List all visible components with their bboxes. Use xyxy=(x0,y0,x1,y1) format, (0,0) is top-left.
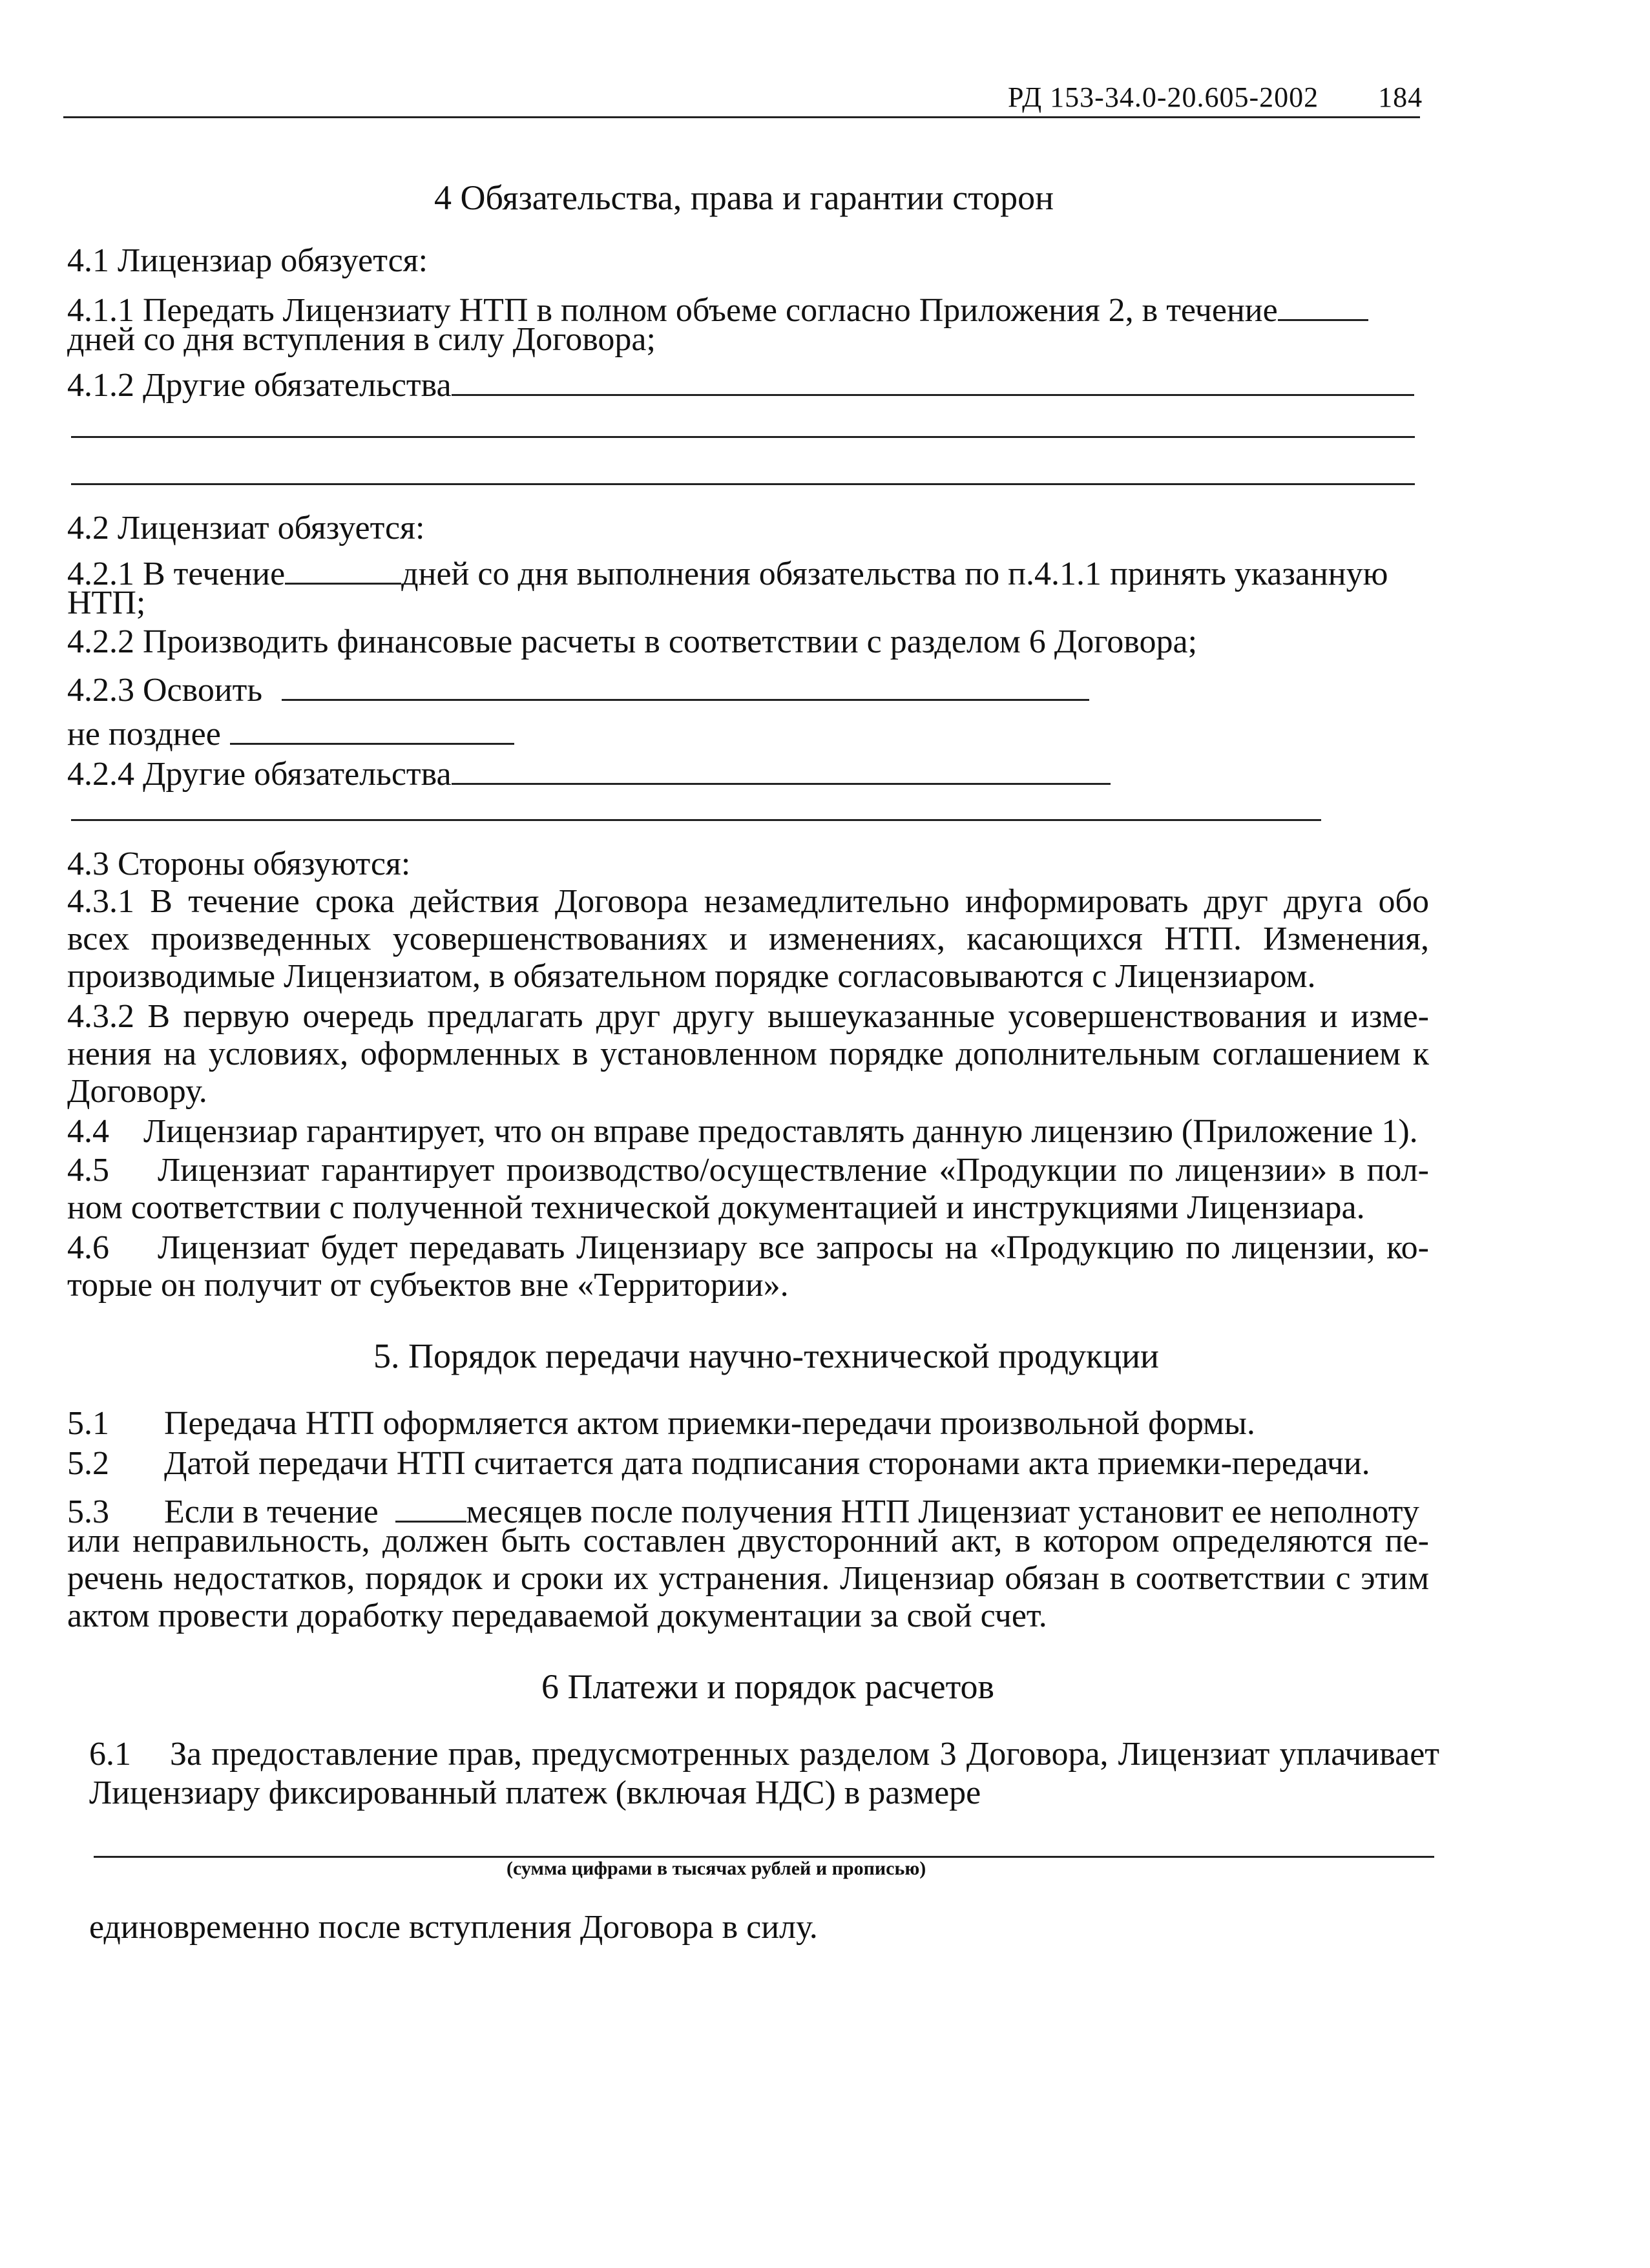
clause-4-2: 4.2 Лицензиат обязуется: xyxy=(67,510,425,546)
clause-number: 4.4 xyxy=(67,1113,109,1150)
clause-4-3-2-line2: нения на условиях, оформленных в установленном порядке дополнительным соглашением к xyxy=(67,1035,1429,1072)
blank-months-field[interactable] xyxy=(395,1487,466,1523)
header-rule xyxy=(63,116,1420,118)
clause-5-3-line3: речень недостатков, порядок и сроки их устранения. Лицензиар обязан в соответствии с этим xyxy=(67,1560,1429,1597)
section-6-title: 6 Платежи и порядок расчетов xyxy=(541,1667,994,1706)
clause-4-1-2 xyxy=(67,360,1414,402)
clause-4-1-1-text: 4.1.1 Передать Лицензиату НТП в полном объеме согласно Приложения 2, в течение xyxy=(67,292,1278,329)
amount-caption: (сумма цифрами в тысячах рублей и прописью) xyxy=(506,1858,926,1879)
clause-4-5-line1 xyxy=(67,1154,1429,1187)
clause-4-2-4-text: 4.2.4 Другие обязательства xyxy=(67,756,452,793)
clause-5-2-text: Датой передачи НТП считается дата подписания сторонами акта приемки-передачи. xyxy=(164,1445,1370,1482)
doc-code: РД 153-34.0-20.605-2002 xyxy=(1008,81,1319,113)
clause-number: 5.3 xyxy=(67,1493,109,1530)
fill-line[interactable] xyxy=(71,819,1321,821)
clause-4-2-1-pre: 4.2.1 В течение xyxy=(67,556,286,592)
clause-6-1-line1 xyxy=(89,1738,1439,1771)
clause-4-5-text: Лицензиат гарантирует производство/осуществление «Продукции по лицензии» в пол- xyxy=(158,1152,1429,1189)
clause-5-3-line4: актом провести доработку передаваемой документации за свой счет. xyxy=(67,1597,1047,1634)
clause-4-3-1-line2: всех произведенных усовершенствованиях и изменениях, касающихся НТП. Изменения, xyxy=(67,921,1429,957)
fill-line[interactable] xyxy=(71,436,1415,438)
blank-days-field[interactable] xyxy=(1278,286,1368,321)
clause-number: 5.2 xyxy=(67,1445,109,1482)
clause-4-2-3 xyxy=(67,665,1089,707)
clause-6-1-line3: единовременно после вступления Договора в силу. xyxy=(89,1909,818,1946)
clause-5-2 xyxy=(67,1447,1370,1481)
fill-line[interactable] xyxy=(71,483,1415,485)
clause-4-3-1-line1: 4.3.1 В течение срока действия Договора незамедлительно информировать друг друга обо xyxy=(67,883,1429,920)
clause-number: 4.6 xyxy=(67,1229,109,1266)
clause-4-6-text: Лицензиат будет передавать Лицензиару все запросы на «Продукцию по лицензии, ко- xyxy=(158,1229,1429,1266)
section-5-title: 5. Порядок передачи научно-технической продукции xyxy=(373,1337,1159,1375)
clause-4-2-3-deadline xyxy=(67,709,514,751)
other-obligations-field[interactable] xyxy=(452,360,1414,396)
clause-number: 5.1 xyxy=(67,1405,109,1442)
clause-4-3: 4.3 Стороны обязуются: xyxy=(67,846,411,882)
section-4-title: 4 Обязательства, права и гарантии сторон xyxy=(434,178,1054,217)
blank-days-field[interactable] xyxy=(285,549,401,585)
clause-6-1-line2: Лицензиару фиксированный платеж (включая НДС) в размере xyxy=(89,1774,981,1811)
page-header xyxy=(1008,81,1423,114)
clause-4-6-line2: торые он получит от субъектов вне «Территории». xyxy=(67,1267,789,1304)
clause-6-1-text: За предоставление прав, предусмотренных разделом 3 Договора, Лицензиат уплачивает xyxy=(170,1736,1439,1773)
clause-4-4 xyxy=(67,1115,1418,1149)
clause-4-2-4 xyxy=(67,749,1111,791)
clause-4-3-1-line3: производимые Лицензиатом, в обязательном порядке согласовываются с Лицензиаром. xyxy=(67,958,1316,995)
other-obligations-field[interactable] xyxy=(452,749,1111,785)
clause-5-1-text: Передача НТП оформляется актом приемки-передачи произвольной формы. xyxy=(164,1405,1255,1442)
clause-4-3-2-line1: 4.3.2 В первую очередь предлагать друг другу вышеуказанные усовершенствования и изме- xyxy=(67,998,1429,1035)
clause-4-1-1-line2: дней со дня вступления в силу Договора; xyxy=(67,321,656,358)
clause-4-2-3-text: 4.2.3 Освоить xyxy=(67,672,263,709)
clause-5-1 xyxy=(67,1407,1255,1441)
clause-4-2-2: 4.2.2 Производить финансовые расчеты в соответствии с разделом 6 Договора; xyxy=(67,623,1198,660)
clause-4-5-line2: ном соответствии с полученной технической документацией и инструкциями Лицензиара. xyxy=(67,1189,1365,1226)
clause-5-3-pre: Если в течение xyxy=(164,1493,379,1530)
clause-4-2-1-post: дней со дня выполнения обязательства по п.4.1.1 принять указанную xyxy=(401,556,1388,592)
clause-4-4-text: Лицензиар гарантирует, что он вправе предоставлять данную лицензию (Приложение 1). xyxy=(143,1113,1418,1150)
deadline-field[interactable] xyxy=(230,709,514,745)
clause-5-3-line2: или неправильность, должен быть составлен двусторонний акт, в котором определяются пе- xyxy=(67,1523,1429,1559)
page-number: 184 xyxy=(1378,81,1423,113)
master-field[interactable] xyxy=(282,665,1089,701)
clause-number: 6.1 xyxy=(89,1736,131,1773)
clause-4-2-1-line1 xyxy=(67,549,1388,591)
clause-4-1: 4.1 Лицензиар обязуется: xyxy=(67,242,428,279)
clause-4-3-2-line3: Договору. xyxy=(67,1073,207,1110)
deadline-label: не позднее xyxy=(67,716,221,753)
clause-4-2-1-line2: НТП; xyxy=(67,585,146,621)
clause-number: 4.5 xyxy=(67,1152,109,1189)
clause-5-3-post: месяцев после получения НТП Лицензиат установит ее неполноту xyxy=(466,1493,1419,1530)
clause-4-1-2-text: 4.1.2 Другие обязательства xyxy=(67,367,452,404)
clause-4-6-line1 xyxy=(67,1231,1429,1265)
